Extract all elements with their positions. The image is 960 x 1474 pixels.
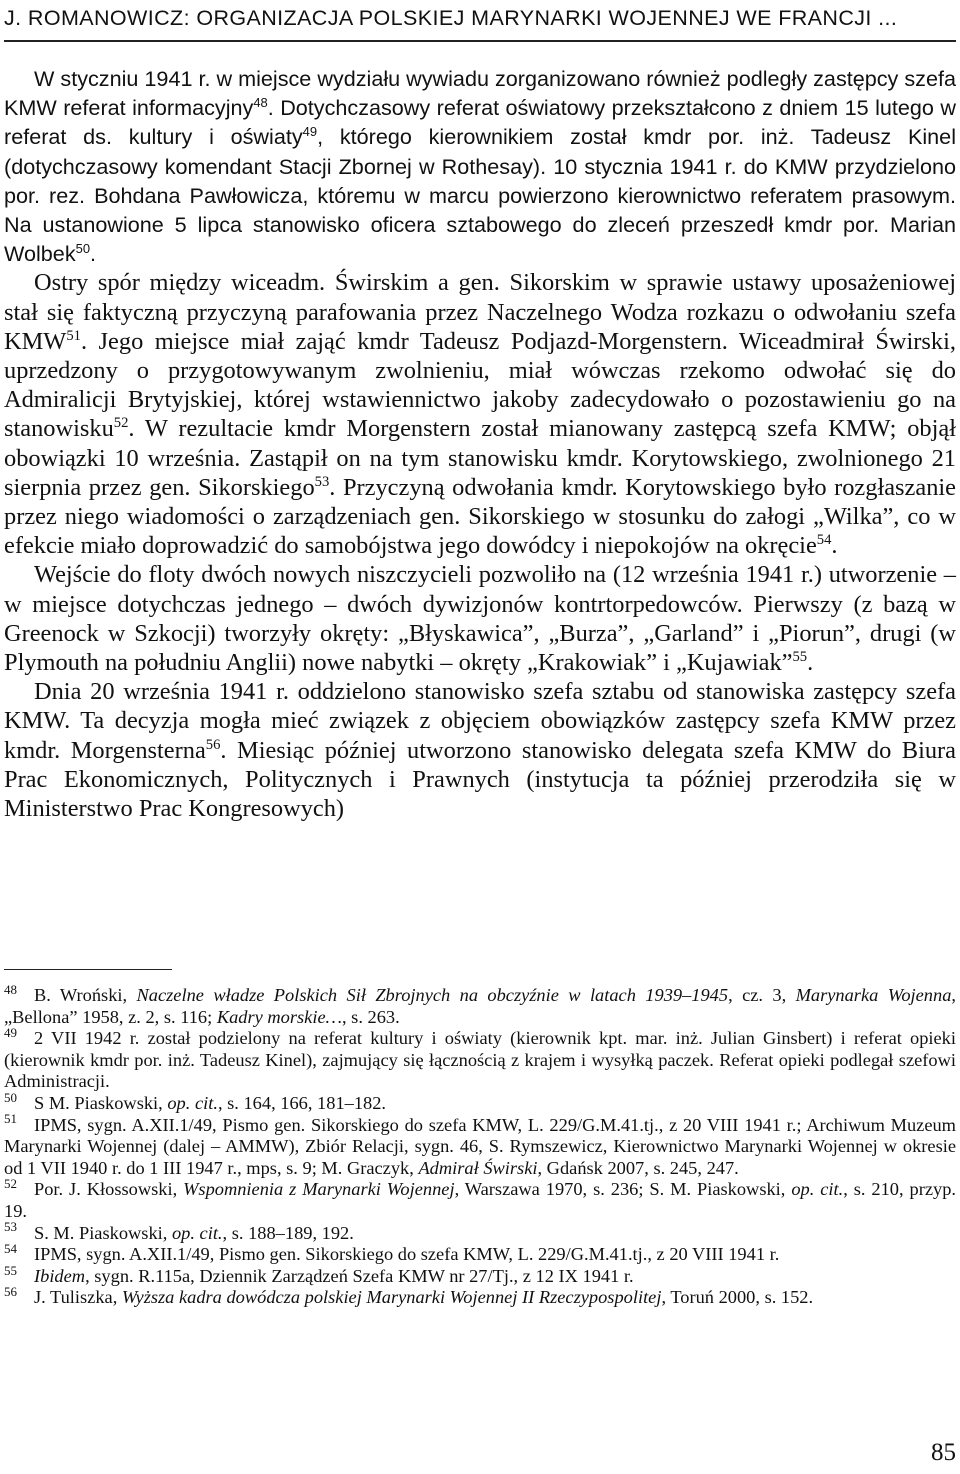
footnote-55: 55 Ibidem, sygn. R.115a, Dziennik Zarządzeń Szefa KMW nr 27/Tj., z 12 IX 1941 r.	[4, 1262, 634, 1286]
footnotes	[4, 981, 957, 1309]
footnote-text: B. Wroński,	[34, 985, 137, 1005]
footnote-text: 2 VII 1942 r. został podzielony na referat kultury i oświaty (kierownik kpt. mar. inż. Julian Ginsbert) i referat opieki (kierownik kmdr por. inż. Tadeusz Kinel), zajmujący się łącznością z krajem i wysyłką paczek. Referat opieki podlegał szefowi Administracji.	[4, 1028, 956, 1092]
footnote-text: , „Bellona” 1958, z. 2, s. 116;	[4, 985, 957, 1027]
footnote-ref-54[interactable]: 54	[816, 532, 832, 549]
footnote-50: 50 S M. Piaskowski, op. cit., s. 164, 166, 181–182.	[4, 1089, 387, 1113]
page-number: 85	[931, 1439, 956, 1466]
footnote-ref-55[interactable]: 55	[792, 648, 808, 665]
footnote-53: 53 S. M. Piaskowski, op. cit., s. 188–189, 192.	[4, 1219, 354, 1243]
footnote-52: 52 Por. J. Kłossowski, Wspomnienia z Marynarki Wojennej, Warszawa 1970, s. 236; S. M. Piaskowski, op. cit., s. 210, przyp. 19.	[4, 1176, 956, 1221]
footnote-ref-48[interactable]: 48	[253, 95, 268, 111]
body-text	[4, 64, 956, 823]
footnote-ref-51[interactable]: 51	[66, 327, 81, 344]
footnote-56: 56 J. Tuliszka, Wyższa kadra dowódcza polskiej Marynarki Wojennej II Rzeczypospolitej, Toruń 2000, s. 152.	[4, 1284, 814, 1308]
footnote-text: Por. J. Kłossowski,	[34, 1179, 184, 1200]
footnote-title: Naczelne władze Polskich Sił Zbrojnych na obczyźnie w latach 1939–1945	[136, 985, 729, 1005]
footnote-text: IPMS, sygn. A.XII.1/49, Pismo gen. Sikorskiego do szefa KMW, L. 229/G.M.41.tj., z 20 VIII 1941 r.	[34, 1244, 780, 1265]
footnote-text: , cz. 3,	[728, 985, 796, 1005]
footnote-text: , Warszawa 1970, s. 236; S. M. Piaskowski,	[454, 1179, 792, 1200]
footnote-text: , s. 164, 166, 181–182.	[217, 1092, 387, 1113]
footnote-title: Wyższa kadra dowódcza polskiej Marynarki Wojennej II Rzeczypospolitej	[121, 1287, 662, 1308]
footnote-title: op. cit.	[171, 1222, 223, 1243]
footnote-ref-53[interactable]: 53	[314, 473, 330, 490]
footnote-text: , s. 263.	[341, 1006, 400, 1027]
footnote-48: 48 B. Wroński, Naczelne władze Polskich Sił Zbrojnych na obczyźnie w latach 1939–1945, cz. 3, Marynarka Wojenna, „Bellona” 1958, z. 2, s. 116; Kadry morskie…, s. 263.	[4, 981, 957, 1027]
footnote-title: Marynarka Wojenna	[795, 985, 952, 1005]
footnote-ref-56[interactable]: 56	[205, 736, 221, 753]
paragraph-2: Ostry spór między wiceadm. Świrskim a gen. Sikorskim w sprawie ustawy uposażeniowej stał się faktyczną przyczyną parafowania przez Naczelnego Wodza rozkazu o odwołaniu szefa KMW$^{51}$. Jego miejsce miał zająć kmdr Tadeusz Podjazd-Morgenstern. Wiceadmirał Świrski, uprzedzony o przygotowywanym zwolnieniu, miał wówczas rzekomo odwołać się do Admiralicji Brytyjskiej, której wstawiennictwo jakoby zadecydowało o pozostawieniu go na stanowisku$^{52}$. W rezultacie kmdr Morgenstern został mianowany zastępcą szefa KMW; objął obowiązki 10 września. Zastąpił on na tym stanowisku kmdr. Korytowskiego, zwolnionego 21 sierpnia przez gen. Sikorskiego$^{53}$. Przyczyną odwołania kmdr. Korytowskiego było rozgłaszanie przez niego wiadomości o zarządzeniach gen. Sikorskiego w stosunku do załogi „Wilka”, co w efekcie miało doprowadzić do samobójstwa jego dowódcy i niepokojów na okręcie$^{54}$.	[4, 269, 956, 560]
footnote-51: 51 IPMS, sygn. A.XII.1/49, Pismo gen. Sikorskiego do szefa KMW, L. 229/G.M.41.tj., z 20 VIII 1941 r.; Archiwum Muzeum Marynarki Wojennej (dalej – AMMW), Zbiór Relacji, sygn. 46, S. Rymszewicz, Kierownictwo Marynarki Wojennej w okresie od 1 VII 1940 r. do 1 III 1947 r., mps, s. 9; M. Graczyk, Admirał Świrski, Gdańsk 2007, s. 245, 247.	[4, 1111, 956, 1178]
footnote-title: Kadry morskie…	[216, 1006, 342, 1027]
footnote-text: , Toruń 2000, s. 152.	[661, 1287, 814, 1308]
footnote-text: S M. Piaskowski,	[34, 1092, 168, 1113]
footnote-text: , s. 188–189, 192.	[222, 1222, 354, 1243]
paragraph-3: Wejście do floty dwóch nowych niszczycieli pozwoliło na (12 września 1941 r.) utworzenie – w miejsce dotychczas jednego – dwóch dywizjonów kontrtorpedowców. Pierwszy (z bazą w Greenock w Szkocji) tworzyły okręty: „Błyskawica”, „Burza”, „Garland” i „Piorun”, drugi (w Plymouth na południu Anglii) nowe nabytki – okręty „Krakowiak” i „Kujawiak”$^{55}$.	[4, 561, 956, 677]
footnote-54: 54 IPMS, sygn. A.XII.1/49, Pismo gen. Sikorskiego do szefa KMW, L. 229/G.M.41.tj., z 20 VIII 1941 r.	[4, 1241, 780, 1265]
header-rule	[4, 40, 956, 42]
footnote-rule	[4, 969, 172, 970]
footnote-title: Wspomnienia z Marynarki Wojennej	[183, 1179, 455, 1200]
footnote-ref-52[interactable]: 52	[113, 415, 129, 432]
footnote-text: S. M. Piaskowski,	[34, 1222, 172, 1243]
footnote-49: 49 2 VII 1942 r. został podzielony na referat kultury i oświaty (kierownik kpt. mar. inż. Julian Ginsbert) i referat opieki (kierownik kmdr por. inż. Tadeusz Kinel), zajmujący się łącznością z krajem i wysyłką paczek. Referat opieki podlegał szefowi Administracji.	[4, 1025, 956, 1092]
footnote-title: Admirał Świrski	[418, 1157, 538, 1178]
footnote-title: op. cit.	[791, 1179, 844, 1200]
footnote-text: , sygn. R.115a, Dziennik Zarządzeń Szefa KMW nr 27/Tj., z 12 IX 1941 r.	[85, 1265, 634, 1286]
footnote-text: , s. 210, przyp. 19.	[4, 1179, 956, 1221]
footnote-ref-49[interactable]: 49	[302, 124, 318, 140]
footnote-text: , Gdańsk 2007, s. 245, 247.	[537, 1157, 739, 1178]
footnote-ref-50[interactable]: 50	[75, 241, 91, 257]
footnote-text: IPMS, sygn. A.XII.1/49, Pismo gen. Sikorskiego do szefa KMW, L. 229/G.M.41.tj., z 20 VIII 1941 r.; Archiwum Muzeum Marynarki Wojennej (dalej – AMMW), Zbiór Relacji, sygn. 46, S. Rymszewicz, Kierownictwo Marynarki Wojennej w okresie od 1 VII 1940 r. do 1 III 1947 r., mps, s. 9; M. Graczyk,	[4, 1114, 956, 1178]
footnote-title: Ibidem	[34, 1265, 86, 1286]
paragraph-4: Dnia 20 września 1941 r. oddzielono stanowisko szefa sztabu od stanowiska zastępcy szefa KMW. Ta decyzja mogła mieć związek z objęciem obowiązków zastępcy szefa KMW przez kmdr. Morgensterna$^{56}$. Miesiąc później utworzono stanowisko delegata szefa KMW do Biura Prac Ekonomicznych, Politycznych i Prawnych (instytucja ta później przerodziła się w Ministerstwo Prac Kongresowych)	[4, 678, 956, 823]
running-header: J. ROMANOWICZ: ORGANIZACJA POLSKIEJ MARYNARKI WOJENNEJ WE FRANCJI ...	[4, 6, 898, 30]
footnote-title: op. cit.	[167, 1092, 218, 1113]
paragraph-1: W styczniu 1941 r. w miejsce wydziału wywiadu zorganizowano również podległy zastępcy szefa KMW referat informacyjny$^{48}$. Dotychczasowy referat oświatowy przekształcono z dniem 15 lutego w referat ds. kultury i oświaty$^{49}$, którego kierownikiem został kmdr por. inż. Tadeusz Kinel (dotychczasowy komendant Stacji Zbornej w Rothesay). 10 stycznia 1941 r. do KMW przydzielono por. rez. Bohdana Pawłowicza, któremu w marcu powierzono kierownictwo referatem prasowym. Na ustanowione 5 lipca stanowisko oficera sztabowego do zleceń przeszedł kmdr por. Marian Wolbek$^{50}$.	[4, 66, 956, 267]
footnote-text: J. Tuliszka,	[34, 1287, 122, 1308]
